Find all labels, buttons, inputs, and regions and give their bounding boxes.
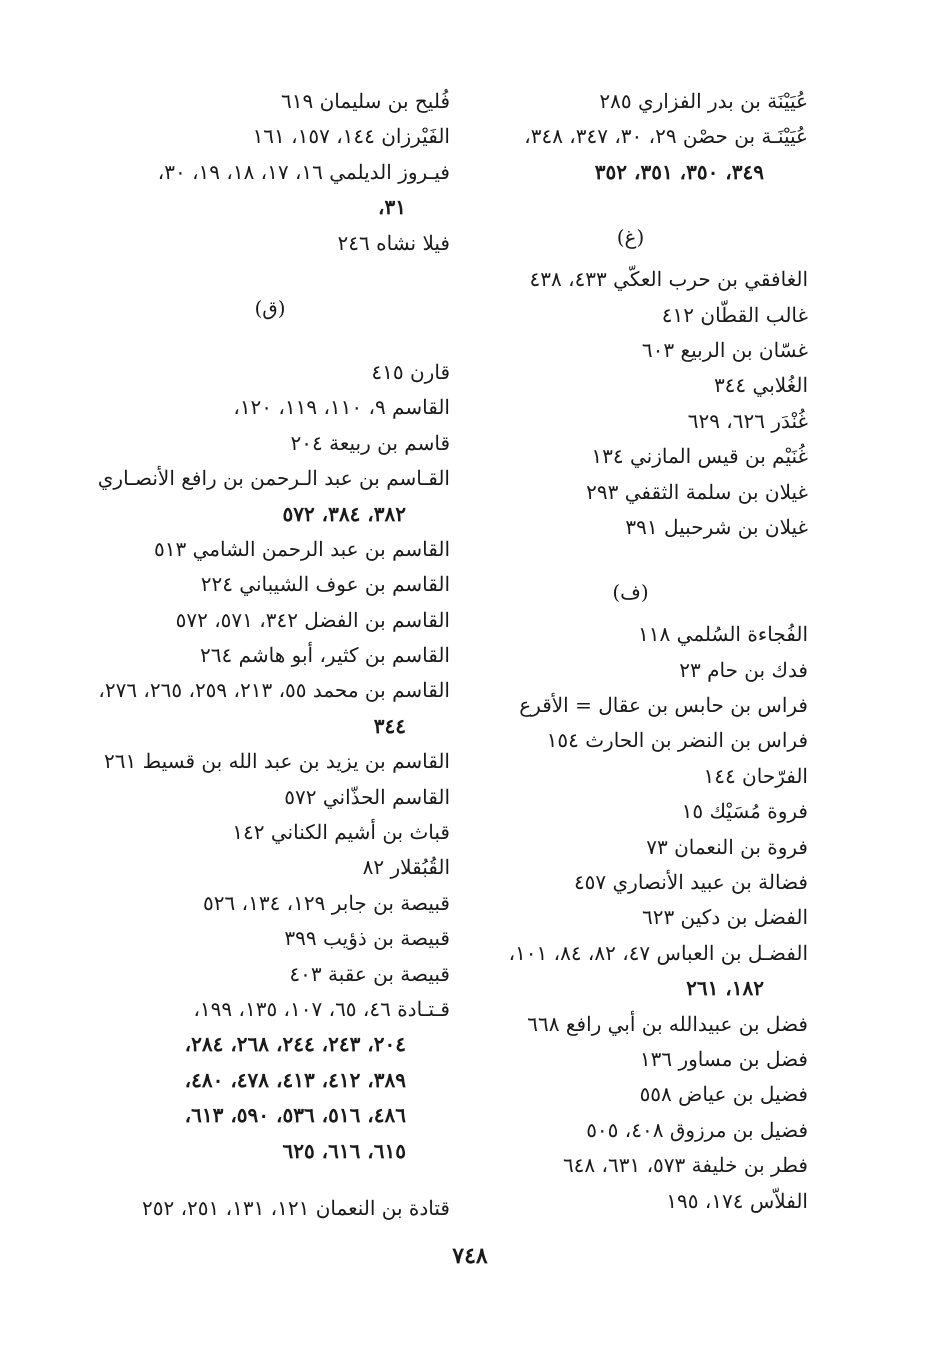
- index-entry: قاسم بن ربيعة ٢٠٤: [290, 430, 450, 455]
- left-column: [90, 84, 450, 1226]
- index-entry: فضل بن عبيدالله بن أبي رافع ٦٦٨: [527, 1011, 808, 1036]
- index-entry-continuation: ٣٨٢، ٣٨٤، ٥٧٢: [282, 501, 406, 526]
- index-entry: فضيل بن مرزوق ٤٠٨، ٥٠٥: [586, 1117, 808, 1142]
- index-entry: غيلان بن شرحبيل ٣٩١: [625, 514, 808, 539]
- index-entry: الفُجاءة السُلمي ١١٨: [638, 622, 808, 647]
- index-entry: القاسم بن عبد الرحمن الشامي ٥١٣: [153, 536, 450, 561]
- index-entry: قـتـادة ٤٦، ٦٥، ١٠٧، ١٣٥، ١٩٩،: [193, 996, 450, 1021]
- index-entry: القاسم بن كثير، أبو هاشم ٢٦٤: [200, 643, 450, 668]
- index-entry: الفضـل بن العباس ٤٧، ٨٢، ٨٤، ١٠١،: [508, 940, 808, 965]
- index-entry-continuation: ٣٤٩، ٣٥٠، ٣٥١، ٣٥٢: [594, 159, 764, 184]
- index-entry: القاسم بن محمد ٥٥، ٢١٣، ٢٥٩، ٢٦٥، ٢٧٦،: [98, 678, 450, 703]
- index-entry: فيـروز الديلمي ١٦، ١٧، ١٨، ١٩، ٣٠،: [157, 159, 450, 184]
- index-entry: القـاسم بن عبد الـرحمن بن رافع الأنصـاري: [97, 466, 450, 491]
- index-entry: فضالة بن عبيد الأنصاري ٤٥٧: [573, 870, 808, 895]
- index-entry: الفضل بن دكين ٦٢٣: [641, 905, 808, 930]
- index-entry: فراس بن النضر بن الحارث ١٥٤: [546, 728, 808, 753]
- index-entry: غُنَيْم بن قيس المازني ١٣٤: [591, 444, 808, 469]
- index-entry: القاسم الحذّاني ٥٧٢: [284, 784, 450, 809]
- index-entry: القُبُقلار ٨٢: [362, 855, 450, 880]
- index-entry-continuation: ٤٨٦، ٥١٦، ٥٣٦، ٥٩٠، ٦١٣،: [184, 1103, 406, 1128]
- index-entry-continuation: ٢٠٤، ٢٤٣، ٢٤٤، ٢٦٨، ٢٨٤،: [184, 1032, 406, 1057]
- section-header-ghain: (غ): [616, 225, 645, 250]
- page-number: ٧٤٨: [452, 1243, 488, 1269]
- index-entry: القاسم بن يزيد بن عبد الله بن قسيط ٢٦١: [104, 749, 450, 774]
- index-entry: القاسم بن الفضل ٣٤٢، ٥٧١، ٥٧٢: [175, 607, 450, 632]
- index-entry: الفرّحان ١٤٤: [703, 763, 808, 788]
- right-column: [453, 84, 808, 1219]
- index-entry: فضل بن مساور ١٣٦: [639, 1046, 808, 1071]
- index-entry: فراس بن حابس بن عقال = الأقرع: [519, 693, 808, 718]
- index-entry: الفلاّس ١٧٤، ١٩٥: [666, 1188, 808, 1213]
- index-entry: فُليح بن سليمان ٦١٩: [281, 89, 450, 113]
- index-entry: القاسم ٩، ١١٠، ١١٩، ١٢٠،: [233, 395, 450, 420]
- index-entry: الغافقي بن حرب العكّي ٤٣٣، ٤٣٨: [529, 267, 808, 292]
- index-entry: عُيَيْنَـة بن حصْن ٢٩، ٣٠، ٣٤٧، ٣٤٨،: [524, 124, 808, 149]
- index-entry-continuation: ٦١٥، ٦١٦، ٦٢٥: [282, 1138, 406, 1163]
- index-entry: القاسم بن عوف الشيباني ٢٢٤: [200, 572, 450, 597]
- section-header-fa: (ف): [612, 580, 649, 605]
- index-entry-continuation: ٣٤٤: [373, 713, 406, 738]
- index-entry-continuation: ٣٨٩، ٤١٢، ٤١٣، ٤٧٨، ٤٨٠،: [184, 1067, 406, 1092]
- index-entry: قارن ٤١٥: [371, 359, 450, 384]
- index-entry: قبيصة بن جابر ١٢٩، ١٣٤، ٥٢٦: [203, 890, 450, 915]
- index-entry: غسّان بن الربيع ٦٠٣: [641, 337, 808, 362]
- index-entry: فروة بن النعمان ٧٣: [646, 834, 808, 859]
- index-entry-continuation: ١٨٢، ٢٦١: [686, 976, 764, 1001]
- section-header-qaf: (ق): [254, 295, 286, 320]
- index-entry: فدك بن حام ٢٣: [679, 657, 808, 682]
- index-entry: غُنْدَر ٦٢٦، ٦٢٩: [687, 408, 808, 433]
- index-entry: فضيل بن عياض ٥٥٨: [639, 1082, 808, 1107]
- index-entry: فيلا نشاه ٢٤٦: [337, 230, 450, 255]
- index-entry: الغُلابي ٣٤٤: [713, 373, 808, 398]
- index-entry: فطر بن خليفة ٥٧٣، ٦٣١، ٦٤٨: [562, 1153, 808, 1178]
- index-entry: فروة مُسَيْك ١٥: [681, 799, 808, 824]
- index-entry: الفَيْرزان ١٤٤، ١٥٧، ١٦١: [252, 124, 450, 149]
- index-entry: عُيَيْنَة بن بدر الفزاري ٢٨٥: [599, 89, 808, 113]
- index-entry: قباث بن أشيم الكناني ١٤٢: [232, 820, 450, 845]
- index-entry: قبيصة بن ذؤيب ٣٩٩: [284, 926, 450, 951]
- index-entry: غالب القطّان ٤١٢: [661, 302, 808, 327]
- index-entry: قتادة بن النعمان ١٢١، ١٣١، ٢٥١، ٢٥٢: [142, 1195, 450, 1220]
- index-entry-continuation: ٣١،: [378, 195, 406, 220]
- index-entry: قبيصة بن عقبة ٤٠٣: [289, 961, 450, 986]
- index-entry: غيلان بن سلمة الثقفي ٢٩٣: [586, 479, 808, 504]
